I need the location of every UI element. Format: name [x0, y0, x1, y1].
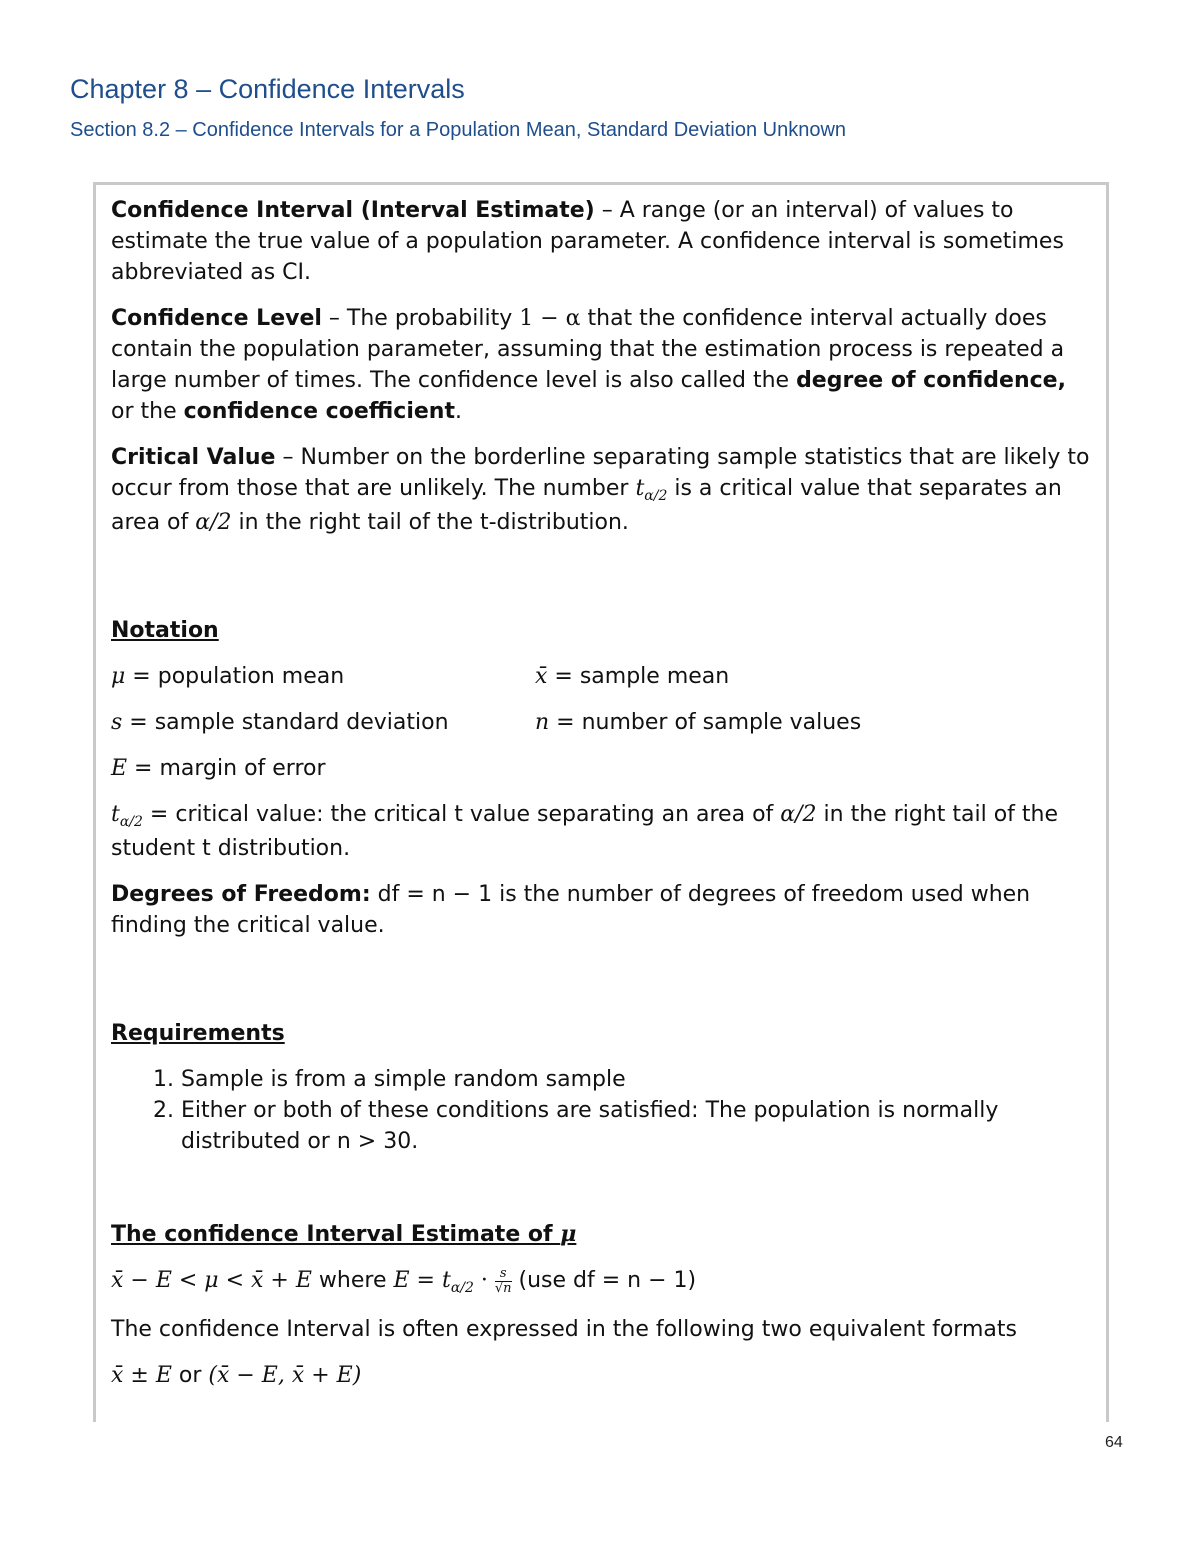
- definition-text: – Number on the borderline separating sample statistics that are likely to occur from those that are unlikely. The number: [111, 445, 1090, 501]
- estimate-heading: [111, 1219, 1094, 1250]
- term-degree-of-confidence: degree of confidence,: [796, 368, 1066, 393]
- requirements-list: [111, 1064, 1094, 1157]
- math-format-2: (x̄ − E, x̄ + E): [208, 1363, 362, 1388]
- math-n: n: [535, 710, 550, 735]
- section-title: Section 8.2 – Confidence Intervals for a Population Mean, Standard Deviation Unknown: [70, 119, 847, 141]
- term-confidence-coefficient: confidence coefficient: [183, 399, 455, 424]
- math-fraction: [495, 1267, 512, 1296]
- math-t: t: [635, 476, 645, 501]
- notation-text: in the right tail of the student t distribution.: [111, 802, 1058, 861]
- estimate-formula: [111, 1265, 1094, 1299]
- notation-n: [535, 707, 861, 738]
- math-e-equals-t: E = t: [393, 1268, 451, 1293]
- math-alpha-half: α/2: [195, 510, 232, 535]
- list-item: 2. Either or both of these conditions are satisfied: The population is normally distributed or n > 30.: [181, 1095, 1094, 1157]
- definition-text: – A range (or an interval) of values to estimate the true value of a population parameter. A confidence interval is sometimes abbreviated as CI.: [111, 198, 1064, 285]
- definition-text: is a critical value that separates an area of: [111, 476, 1062, 535]
- definition-critical-value: [111, 442, 1094, 538]
- definition-confidence-interval: [111, 195, 1094, 288]
- definition-text: that the confidence interval actually does contain the population parameter, assuming that the estimation process is repeated a large number of times. The confidence level is also called the: [111, 306, 1065, 393]
- notation-text: = sample mean: [547, 664, 730, 689]
- notation-t: [111, 799, 1094, 864]
- notation-heading: Notation: [111, 618, 219, 643]
- requirements-heading: Requirements: [111, 1021, 285, 1046]
- definition-confidence-level: [111, 303, 1094, 427]
- definition-text: – The probability: [321, 306, 520, 331]
- definition-text: or the: [111, 399, 184, 424]
- estimate-formats-text: The confidence Interval is often expressed in the following two equivalent formats: [111, 1317, 1017, 1342]
- chapter-title: Chapter 8 – Confidence Intervals: [70, 74, 465, 104]
- notation-text: = sample standard deviation: [122, 710, 449, 735]
- definition-text: .: [454, 399, 462, 424]
- math-subscript: α/2: [450, 1280, 474, 1296]
- content-box: [93, 182, 1109, 1422]
- term-degrees-of-freedom: Degrees of Freedom:: [111, 882, 371, 907]
- estimate-formats: [111, 1360, 1094, 1391]
- notation-xbar: [535, 661, 729, 692]
- notation-mu: [111, 661, 535, 692]
- term-confidence-level: Confidence Level: [111, 306, 322, 331]
- math-subscript: α/2: [119, 814, 143, 830]
- notation-text: = population mean: [125, 664, 345, 689]
- list-item: 1. Sample is from a simple random sample: [181, 1064, 1094, 1095]
- notation-e: [111, 753, 1094, 784]
- math-alpha-half: α/2: [780, 802, 817, 827]
- math-e: E: [111, 756, 128, 781]
- notation-text: = number of sample values: [549, 710, 862, 735]
- definition-text: in the right tail of the t-distribution.: [231, 510, 629, 535]
- notation-text: = critical value: the critical t value separating an area of: [142, 802, 781, 827]
- formula-text: where: [311, 1268, 394, 1293]
- formula-text: (use df = n − 1): [511, 1268, 697, 1293]
- fraction-numerator: s: [495, 1267, 512, 1282]
- notation-text: = margin of error: [127, 756, 326, 781]
- math-one-minus-alpha: 1 − α: [519, 306, 581, 331]
- formula-text: or: [171, 1363, 209, 1388]
- math-mu: μ: [111, 664, 126, 689]
- math-s: s: [111, 710, 123, 735]
- page-number: 64: [1105, 1434, 1123, 1451]
- math-interval: x̄ − E < μ < x̄ + E: [111, 1268, 312, 1293]
- estimate-heading-text: The confidence Interval Estimate of: [111, 1222, 561, 1247]
- math-dot: ·: [473, 1268, 495, 1293]
- content-box-inner: [111, 195, 1094, 1406]
- term-confidence-interval: Confidence Interval (Interval Estimate): [111, 198, 595, 223]
- notation-row: [111, 707, 1094, 738]
- notation-df: [111, 879, 1094, 941]
- math-mu: μ: [560, 1221, 577, 1247]
- fraction-denominator: √n: [494, 1280, 512, 1296]
- notation-text: df = n − 1 is the number of degrees of freedom used when finding the critical value.: [111, 882, 1031, 938]
- notation-s: [111, 707, 535, 738]
- math-format-1: x̄ ± E: [111, 1363, 172, 1388]
- math-xbar: x̄: [535, 664, 548, 689]
- math-t: t: [111, 802, 120, 827]
- term-critical-value: Critical Value: [111, 445, 276, 470]
- notation-row: [111, 661, 1094, 692]
- math-subscript: α/2: [644, 488, 668, 504]
